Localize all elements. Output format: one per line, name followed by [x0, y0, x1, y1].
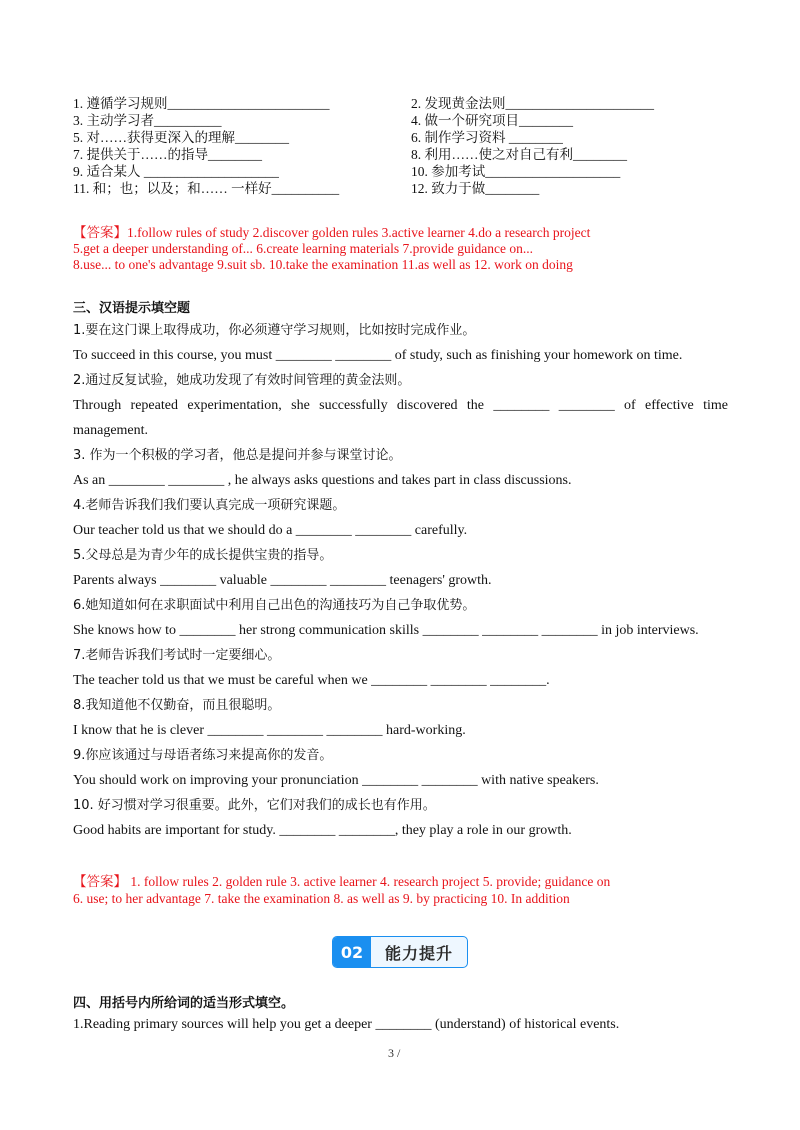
vocab-item: 6. 制作学习资料 ________: [411, 130, 563, 145]
vocab-item: 5. 对……获得更深入的理解________: [73, 130, 289, 145]
vocab-item: 3. 主动学习者__________: [73, 113, 222, 128]
question-cn: 5.父母总是为青少年的成长提供宝贵的指导。: [73, 548, 333, 563]
question-cn: 10. 好习惯对学习很重要。此外，它们对我们的成长也有作用。: [73, 798, 436, 813]
badge-number: 02: [333, 937, 371, 967]
question-en: She knows how to ________ her strong communication skills ________ ________ ________ in job interviews.: [73, 623, 699, 638]
vocab-row: [73, 95, 733, 112]
question-cn: 9.你应该通过与母语者练习来提高你的发音。: [73, 748, 333, 763]
question-en: As an ________ ________ , he always asks questions and takes part in class discussions.: [73, 473, 572, 488]
question-cn: 8.我知道他不仅勤奋，而且很聪明。: [73, 698, 281, 713]
question-en: Through repeated experimentation, she successfully discovered the ________ ________ of effective time management.: [73, 398, 728, 438]
question-en: The teacher told us that we must be careful when we ________ ________ ________.: [73, 673, 550, 688]
question-cn: 2.通过反复试验，她成功发现了有效时间管理的黄金法则。: [73, 373, 411, 388]
question-cn: 3. 作为一个积极的学习者，他总是提问并参与课堂讨论。: [73, 448, 402, 463]
question-list: [73, 318, 728, 843]
vocab-row: [73, 163, 733, 180]
answer-line: 【答案】 1. follow rules 2. golden rule 3. active learner 4. research project 5. provide; guidance on: [73, 874, 611, 889]
answer-line: 6. use; to her advantage 7. take the examination 8. as well as 9. by practicing 10. In addition: [73, 891, 570, 906]
vocab-row: [73, 112, 733, 129]
page-number: 3 /: [388, 1046, 401, 1060]
answer-block-2: [73, 873, 733, 907]
question-en: Our teacher told us that we should do a ________ ________ carefully.: [73, 523, 468, 538]
section-4-title: 四、用括号内所给词的适当形式填空。: [73, 996, 295, 1011]
question-en: Good habits are important for study. ________ ________, they play a role in our growth.: [73, 823, 572, 838]
answer-line: 8.use... to one's advantage 9.suit sb. 10.take the examination 11.as well as 12. work on doing: [73, 257, 573, 272]
vocab-item: 7. 提供关于……的指导________: [73, 147, 262, 162]
badge-label: 能力提升: [384, 943, 453, 963]
vocab-item: 1. 遵循学习规则________________________: [73, 96, 330, 111]
vocab-item: 2. 发现黄金法则______________________: [411, 96, 654, 111]
vocab-item: 10. 参加考试____________________: [411, 164, 621, 179]
vocab-list: [73, 95, 733, 197]
vocab-item: 9. 适合某人 ____________________: [73, 164, 279, 179]
question-cn: 6.她知道如何在求职面试中利用自己出色的沟通技巧为自己争取优势。: [73, 598, 476, 613]
vocab-item: 12. 致力于做________: [411, 181, 540, 196]
question-en: To succeed in this course, you must ________ ________ of study, such as finishing your homework on time.: [73, 348, 683, 363]
section-3-title: 三、汉语提示填空题: [73, 301, 191, 316]
vocab-item: 4. 做一个研究项目________: [411, 113, 573, 128]
section-badge: [332, 936, 468, 968]
vocab-row: [73, 180, 733, 197]
question-en: I know that he is clever ________ ________ ________ hard-working.: [73, 723, 466, 738]
answer-line: 5.get a deeper understanding of... 6.create learning materials 7.provide guidance on...: [73, 241, 533, 256]
answer-block-1: [73, 225, 733, 273]
vocab-row: [73, 129, 733, 146]
question-cn: 1.要在这门课上取得成功，你必须遵守学习规则，比如按时完成作业。: [73, 323, 476, 338]
question-cn: 4.老师告诉我们我们要认真完成一项研究课题。: [73, 498, 346, 513]
vocab-item: 11. 和；也；以及；和…… 一样好__________: [73, 181, 340, 196]
vocab-row: [73, 146, 733, 163]
question-en: You should work on improving your pronunciation ________ ________ with native speakers.: [73, 773, 599, 788]
answer-line: 【答案】1.follow rules of study 2.discover golden rules 3.active learner 4.do a research project: [73, 225, 591, 240]
question-en: Parents always ________ valuable ________ ________ teenagers' growth.: [73, 573, 492, 588]
question-cn: 7.老师告诉我们考试时一定要细心。: [73, 648, 281, 663]
vocab-item: 8. 利用……使之对自己有利________: [411, 147, 627, 162]
section-4-question-1: 1.Reading primary sources will help you get a deeper ________ (understand) of historical events.: [73, 1017, 620, 1032]
